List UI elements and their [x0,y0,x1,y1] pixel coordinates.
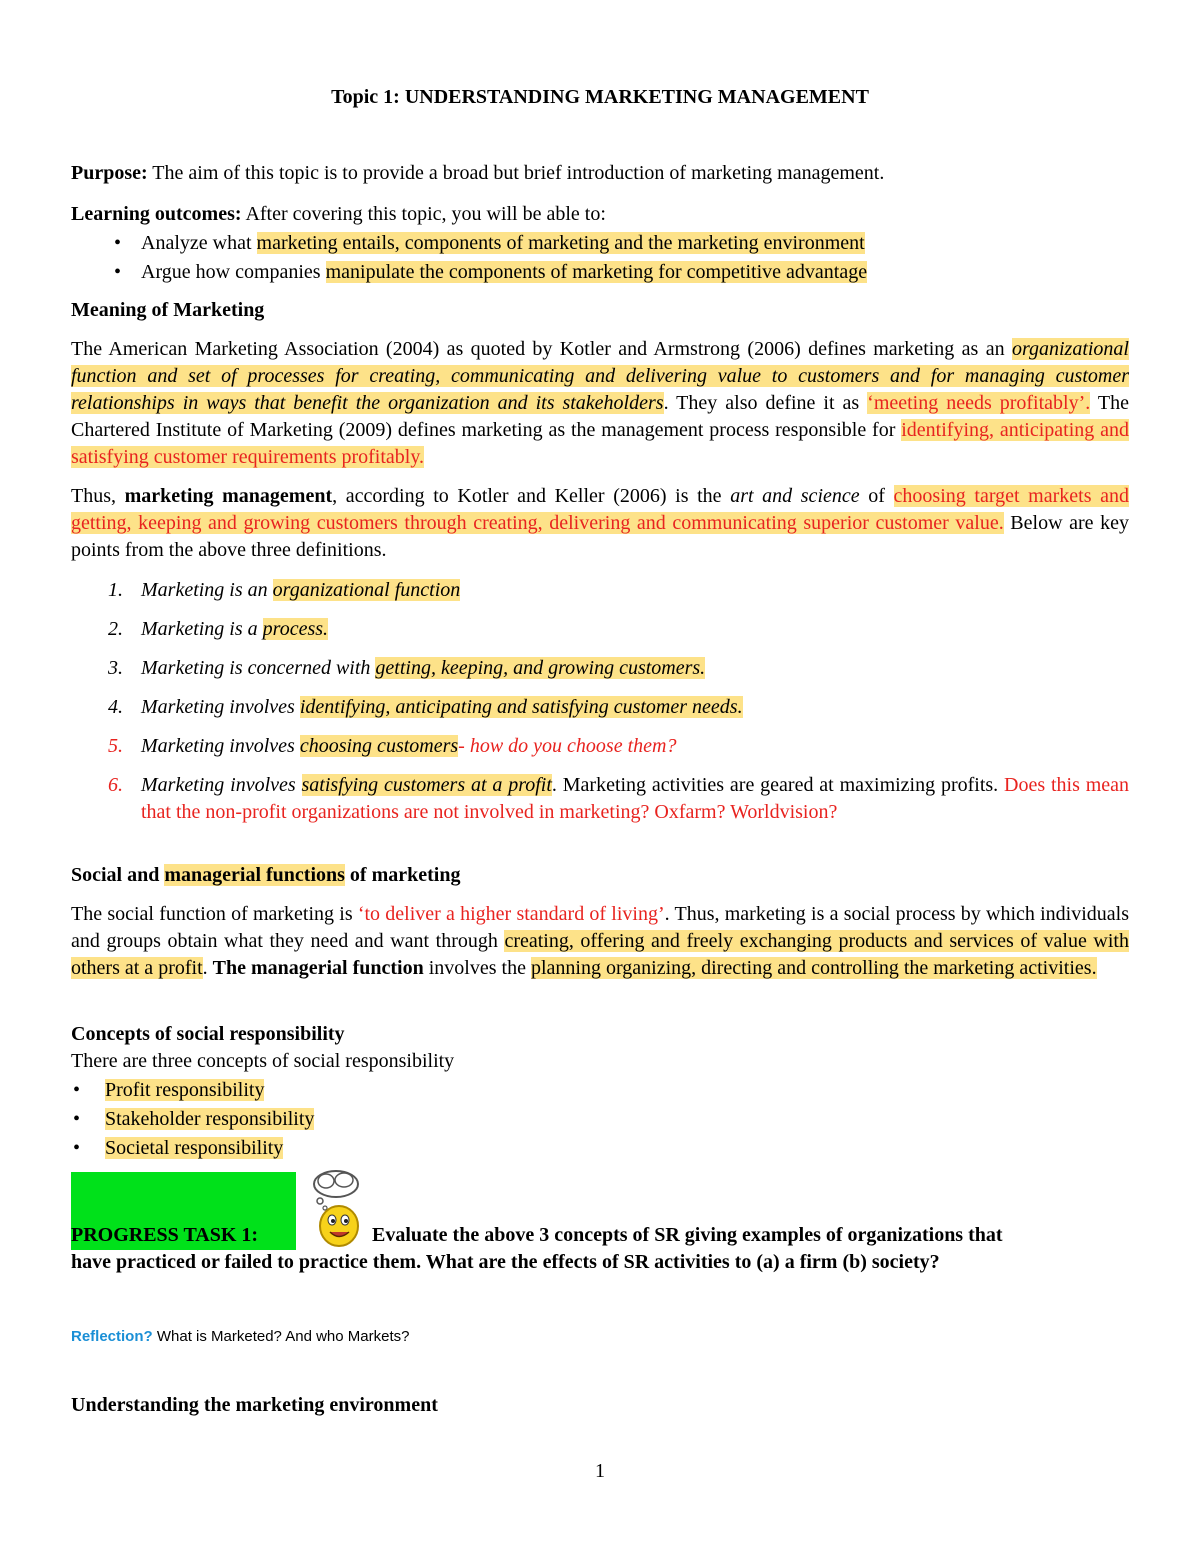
bullet-icon: • [114,261,122,283]
learning-outcomes [71,201,1129,286]
meaning-paragraph-1: The American Marketing Association (2004) as quoted by Kotler and Armstrong (2006) defines marketing as an organizational function and set of processes for creating, communicating and delivering value to customers and for managing customer relationships in ways that benefit the organization and its stakeholders. They also define it as ‘meeting needs profitably’. The Chartered Institute of Marketing (2009) defines marketing as the management process responsible for identifying, anticipating and satisfying customer requirements profitably. [71,338,1129,468]
concepts-intro: There are three concepts of social responsibility [71,1050,455,1072]
list-item: • Argue how companies manipulate the components of marketing for competitive advantage [71,259,1129,286]
concepts-section [71,1021,1129,1162]
reflection-label: Reflection? [71,1328,153,1345]
bullet-icon: • [73,1079,81,1101]
list-item: 5. Marketing involves choosing customers- how do you choose them? [108,735,677,757]
list-item: • Profit responsibility [71,1077,1129,1104]
purpose-label: Purpose: [71,162,148,184]
bullet-icon: • [73,1108,81,1130]
list-item: 3. Marketing is concerned with getting, keeping, and growing customers. [108,657,706,679]
list-item: • Societal responsibility [71,1135,1129,1162]
reflection-line [71,1323,409,1350]
meaning-paragraph-2: Thus, marketing management, according to Kotler and Keller (2006) is the art and science of choosing target markets and getting, keeping and growing customers through creating, delivering and communicating superior customer value. Below are key points from the above three definitions. [71,485,1129,561]
social-heading: Social and managerial functions of marketing [71,864,461,886]
list-item: 6. Marketing involves satisfying customers at a profit. Marketing activities are geared at maximizing profits. Does this mean that the non-profit organizations are not involved in marketing? Oxfarm? Worldvision? [108,774,1129,823]
progress-task-text: Evaluate the above 3 concepts of SR giving examples of organizations that [372,1224,1003,1246]
list-item: 2. Marketing is a process. [108,618,329,640]
progress-task-text-continued: have practiced or failed to practice them. What are the effects of SR activities to (a) a firm (b) society? [71,1251,940,1273]
social-paragraph: The social function of marketing is ‘to deliver a higher standard of living’. Thus, marketing is a social process by which individuals and groups obtain what they need and want through creating, offering and freely exchanging products and services of value with others at a profit. The managerial function involves the planning organizing, directing and controlling the marketing activities. [71,903,1129,979]
list-item: 1. Marketing is an organizational function [108,579,461,601]
progress-task-label: PROGRESS TASK 1: [71,1224,259,1246]
list-item: • Stakeholder responsibility [71,1106,1129,1133]
page-number: 1 [595,1460,605,1482]
reflection-text: What is Marketed? And who Markets? [152,1328,410,1345]
bullet-icon: • [73,1137,81,1159]
thinking-face-icon [306,1168,364,1248]
list-item: 4. Marketing involves identifying, anticipating and satisfying customer needs. [108,696,743,718]
purpose-text: The aim of this topic is to provide a broad but brief introduction of marketing management. [147,162,885,184]
meaning-heading: Meaning of Marketing [71,299,265,321]
environment-heading: Understanding the marketing environment [71,1394,438,1416]
bullet-icon: • [114,232,122,254]
learning-label: Learning outcomes: [71,203,242,225]
concepts-heading: Concepts of social responsibility [71,1023,345,1045]
page-title: Topic 1: UNDERSTANDING MARKETING MANAGEMENT [331,86,869,108]
definition-highlight: organizational function and set of processes for creating, communicating and delivering value to customers and for managing customer relationships in ways that benefit the organization and its stakeholders [71,338,1129,414]
purpose-paragraph [71,160,1129,187]
list-item: • Analyze what marketing entails, components of marketing and the marketing environment [71,230,1129,257]
key-points-list [71,577,1129,838]
learning-text: After covering this topic, you will be able to: [241,203,606,225]
